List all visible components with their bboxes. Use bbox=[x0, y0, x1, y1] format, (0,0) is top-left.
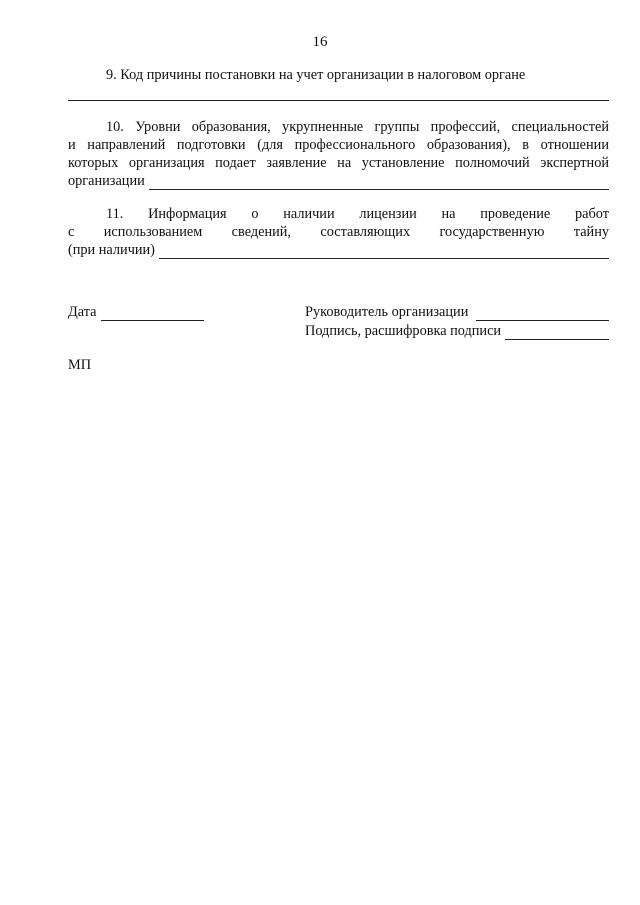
signature-answer-line bbox=[505, 326, 609, 340]
head-of-organization-label: Руководитель организации bbox=[305, 304, 469, 320]
item-10 bbox=[68, 118, 609, 190]
item-9-answer-line bbox=[68, 100, 609, 101]
item-11-line-3-text: (при наличии) bbox=[68, 242, 155, 258]
head-of-organization-field bbox=[305, 304, 609, 321]
head-of-organization-answer-line bbox=[476, 307, 609, 321]
item-10-line-4-text: организации bbox=[68, 173, 145, 189]
item-10-line-2: и направлений подготовки (для профессионального образования), в отношении bbox=[68, 137, 609, 153]
item-11 bbox=[68, 205, 609, 259]
signature-label: Подпись, расшифровка подписи bbox=[305, 323, 502, 339]
stamp-place-label: МП bbox=[68, 357, 92, 373]
item-11-answer-line bbox=[159, 245, 609, 259]
item-10-answer-line bbox=[149, 176, 609, 190]
item-10-line-4 bbox=[68, 172, 609, 190]
signature-field bbox=[305, 323, 609, 340]
item-11-line-1: 11. Информация о наличии лицензии на проведение работ bbox=[106, 206, 609, 222]
item-10-line-3: которых организация подает заявление на установление полномочий экспертной bbox=[68, 155, 609, 171]
date-answer-line bbox=[101, 307, 205, 321]
item-9-text: 9. Код причины постановки на учет организации в налоговом органе bbox=[106, 67, 526, 83]
date-field bbox=[68, 304, 204, 321]
item-11-line-2: с использованием сведений, составляющих государственную тайну bbox=[68, 224, 609, 240]
item-11-line-3 bbox=[68, 241, 609, 259]
page-number: 16 bbox=[312, 34, 328, 50]
item-10-line-1: 10. Уровни образования, укрупненные группы профессий, специальностей bbox=[106, 119, 609, 135]
date-label: Дата bbox=[68, 304, 97, 320]
